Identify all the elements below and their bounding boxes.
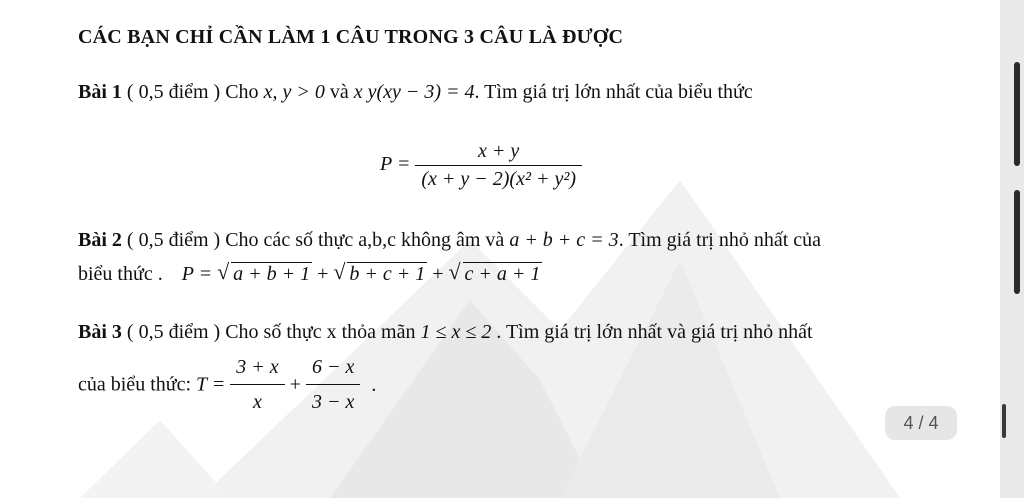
page-edge-marker (1002, 404, 1006, 438)
bai3-points: ( 0,5 điểm ) (126, 321, 221, 343)
bai3-fraction-1-num: 3 + x (230, 352, 284, 385)
scrollbar-thumb-secondary[interactable] (1014, 190, 1020, 294)
bai3-end: . (371, 373, 377, 396)
bai1-text-b: và (329, 81, 349, 103)
scrollbar-thumb[interactable] (1014, 62, 1020, 166)
bai1-formula-lhs: P = (380, 153, 411, 176)
bai1-formula (380, 140, 582, 191)
bai1-cond1: x, y > 0 (263, 81, 325, 103)
bai3-fraction-2-num: 6 − x (306, 352, 360, 385)
bai2-lhs: P = (181, 263, 213, 285)
bai2-text-b: . Tìm giá trị nhỏ nhất của (618, 229, 822, 251)
bai2-sqrt-3 (448, 259, 543, 286)
bai3-fraction-1-den: x (253, 391, 262, 413)
bai3-line2 (78, 352, 376, 417)
sqrt-icon: √ (333, 259, 346, 284)
sqrt-icon: √ (217, 259, 230, 284)
bai2-radicand-1: a + b + 1 (233, 263, 311, 285)
bai3-fraction-1 (230, 352, 284, 417)
bai2-sqrt-1 (217, 259, 312, 286)
bai3-line1 (78, 320, 813, 344)
bai3-fraction-2-den: 3 − x (311, 391, 355, 413)
bai2-sqrt-2 (333, 259, 427, 286)
bai3-fraction-2 (306, 352, 360, 417)
bai1-text-a: Cho (225, 81, 259, 103)
bai3-plus: + (289, 373, 301, 396)
bai3-line2-text: của biểu thức: (78, 373, 192, 396)
bai1-points: ( 0,5 điểm ) (126, 81, 221, 103)
bai3-cond: 1 ≤ x ≤ 2 (420, 321, 492, 343)
sqrt-icon: √ (448, 259, 461, 284)
bai2-cond: a + b + c = 3 (509, 229, 619, 251)
bai2-line2 (78, 259, 542, 286)
bai2-text-a: Cho các số thực a,b,c không âm và (225, 229, 505, 251)
bai1-fraction-num: x + y (415, 140, 582, 166)
bai2-label: Bài 2 (78, 229, 122, 251)
bai2-points: ( 0,5 điểm ) (126, 229, 221, 251)
bai1-cond2: x y(xy − 3) = 4 (353, 81, 475, 103)
bai1-line (78, 80, 753, 104)
bai3-text-a: Cho số thực x thỏa mãn (225, 321, 416, 343)
bai2-radicand-2: b + c + 1 (349, 263, 426, 285)
bai2-plus-2: + (432, 263, 444, 285)
bai2-radicand-3: c + a + 1 (464, 263, 541, 285)
bai1-fraction-den: (x + y − 2)(x² + y²) (421, 168, 576, 190)
bai3-label: Bài 3 (78, 321, 122, 343)
bai2-plus-1: + (317, 263, 329, 285)
bai1-text-c: . Tìm giá trị lớn nhất của biểu thức (474, 81, 753, 103)
page-indicator: 4 / 4 (885, 406, 957, 440)
bai3-text-b: . Tìm giá trị lớn nhất và giá trị nhỏ nhất (496, 321, 813, 343)
bai2-line1 (78, 228, 821, 252)
bai2-line2-text: biểu thức . (78, 263, 163, 285)
bai1-label: Bài 1 (78, 81, 122, 103)
bai1-fraction (415, 140, 582, 191)
bai3-lhs: T = (196, 373, 226, 396)
page-heading: CÁC BẠN CHỈ CẦN LÀM 1 CÂU TRONG 3 CÂU LÀ ĐƯỢC (78, 26, 624, 48)
